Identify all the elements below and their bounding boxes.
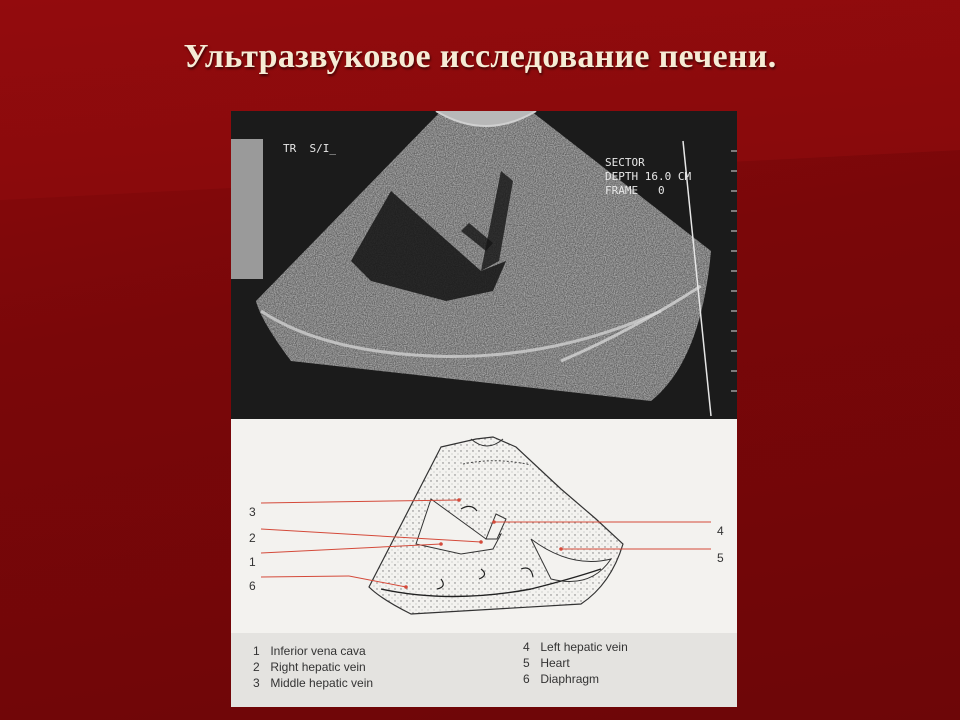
scan-frame-label: FRAME 0 (605, 184, 665, 197)
legend-item: 4 Left hepatic vein (523, 640, 628, 654)
legend-right-column (523, 639, 628, 687)
legend-left-column (253, 643, 373, 691)
scan-mode-label: SECTOR (605, 156, 645, 169)
slide-title: Ультразвуковое исследование печени. (183, 38, 777, 75)
diagram-label-5: 5 (717, 551, 724, 565)
ultrasound-figure (231, 111, 737, 707)
diagram-label-6: 6 (249, 579, 256, 593)
diagram-label-4: 4 (717, 524, 724, 538)
diagram-label-2: 2 (249, 531, 256, 545)
legend-item: 2 Right hepatic vein (253, 660, 366, 674)
scan-depth-label: DEPTH 16.0 CM (605, 170, 692, 183)
ultrasound-scan-image (231, 111, 737, 419)
diagram-label-1: 1 (249, 555, 256, 569)
legend-item: 1 Inferior vena cava (253, 644, 366, 658)
legend-item: 3 Middle hepatic vein (253, 676, 374, 690)
diagram-label-3: 3 (249, 505, 256, 519)
figure-legend (231, 633, 737, 707)
legend-item: 5 Heart (523, 656, 570, 670)
scan-orientation-label: TR S/I_ (283, 142, 336, 155)
legend-item: 6 Diaphragm (523, 672, 600, 686)
